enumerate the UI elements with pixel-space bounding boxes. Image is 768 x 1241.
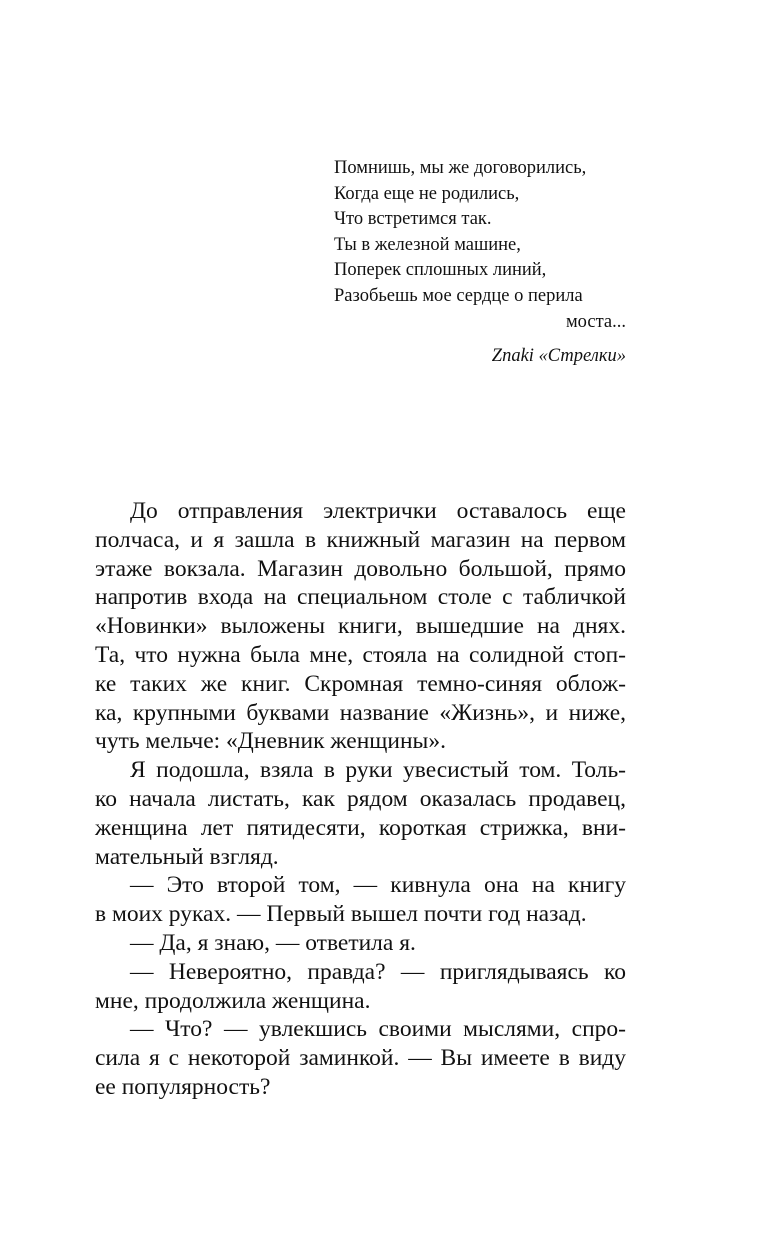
paragraph [95,1015,626,1101]
text-line: До отправления электрички оставалось еще [130,498,626,524]
text-line: в моих руках. — Первый вышел почти год назад. [95,901,587,928]
text-line: Та, что нужна была мне, стояла на солидной стоп- [95,641,626,668]
body-text [95,497,626,1102]
text-line: чуть мельче: «Дневник женщины». [95,728,446,755]
text-line: — Что? — увлекшись своими мыслями, спро- [130,1016,626,1043]
paragraph [95,497,626,756]
text-line: Я подошла, взяла в руки увесистый том. Толь- [130,757,626,784]
epigraph-attribution: Znaki «Стрелки» [491,346,626,367]
text-line: «Новинки» выложены книги, вышедшие на днях. [95,613,626,640]
text-line: мне, продолжила женщина. [95,987,371,1014]
paragraph [95,756,626,871]
text-line: — Да, я знаю, — ответила я. [130,929,416,956]
epigraph-line: Что встретимся так. [334,209,492,230]
text-line: ее популярность? [95,1073,271,1100]
epigraph-line: Ты в железной машине, [334,234,521,255]
epigraph-line: Разобьешь мое сердце о перила [334,285,583,306]
epigraph-line: Поперек сплошных линий, [334,260,547,281]
epigraph-line: Помнишь, мы же договорились, [334,158,587,178]
text-line: этаже вокзала. Магазин довольно большой, прямо [95,555,626,582]
text-line: женщина лет пятидесяти, короткая стрижка, вни- [95,814,626,841]
paragraph [95,958,626,1016]
text-line: — Невероятно, правда? — приглядываясь ко [130,958,626,985]
paragraph [95,929,626,958]
text-line: — Это второй том, — кивнула она на книгу [130,872,626,899]
epigraph-line: Когда еще не родились, [334,183,520,204]
text-line: ка, крупными буквами название «Жизнь», и ниже, [95,699,626,726]
text-line: ко начала листать, как рядом оказалась продавец, [95,785,626,812]
text-line: полчаса, и я зашла в книжный магазин на первом [95,526,626,553]
text-line: ке таких же книг. Скромная темно-синяя облож- [95,670,626,697]
text-line: напротив входа на специальном столе с табличкой [95,584,626,611]
paragraph [95,871,626,929]
text-line: мательный взгляд. [95,843,279,870]
text-line: сила я с некоторой заминкой. — Вы имеете в виду [95,1045,626,1072]
epigraph-line: моста... [565,311,626,332]
epigraph [334,156,626,370]
